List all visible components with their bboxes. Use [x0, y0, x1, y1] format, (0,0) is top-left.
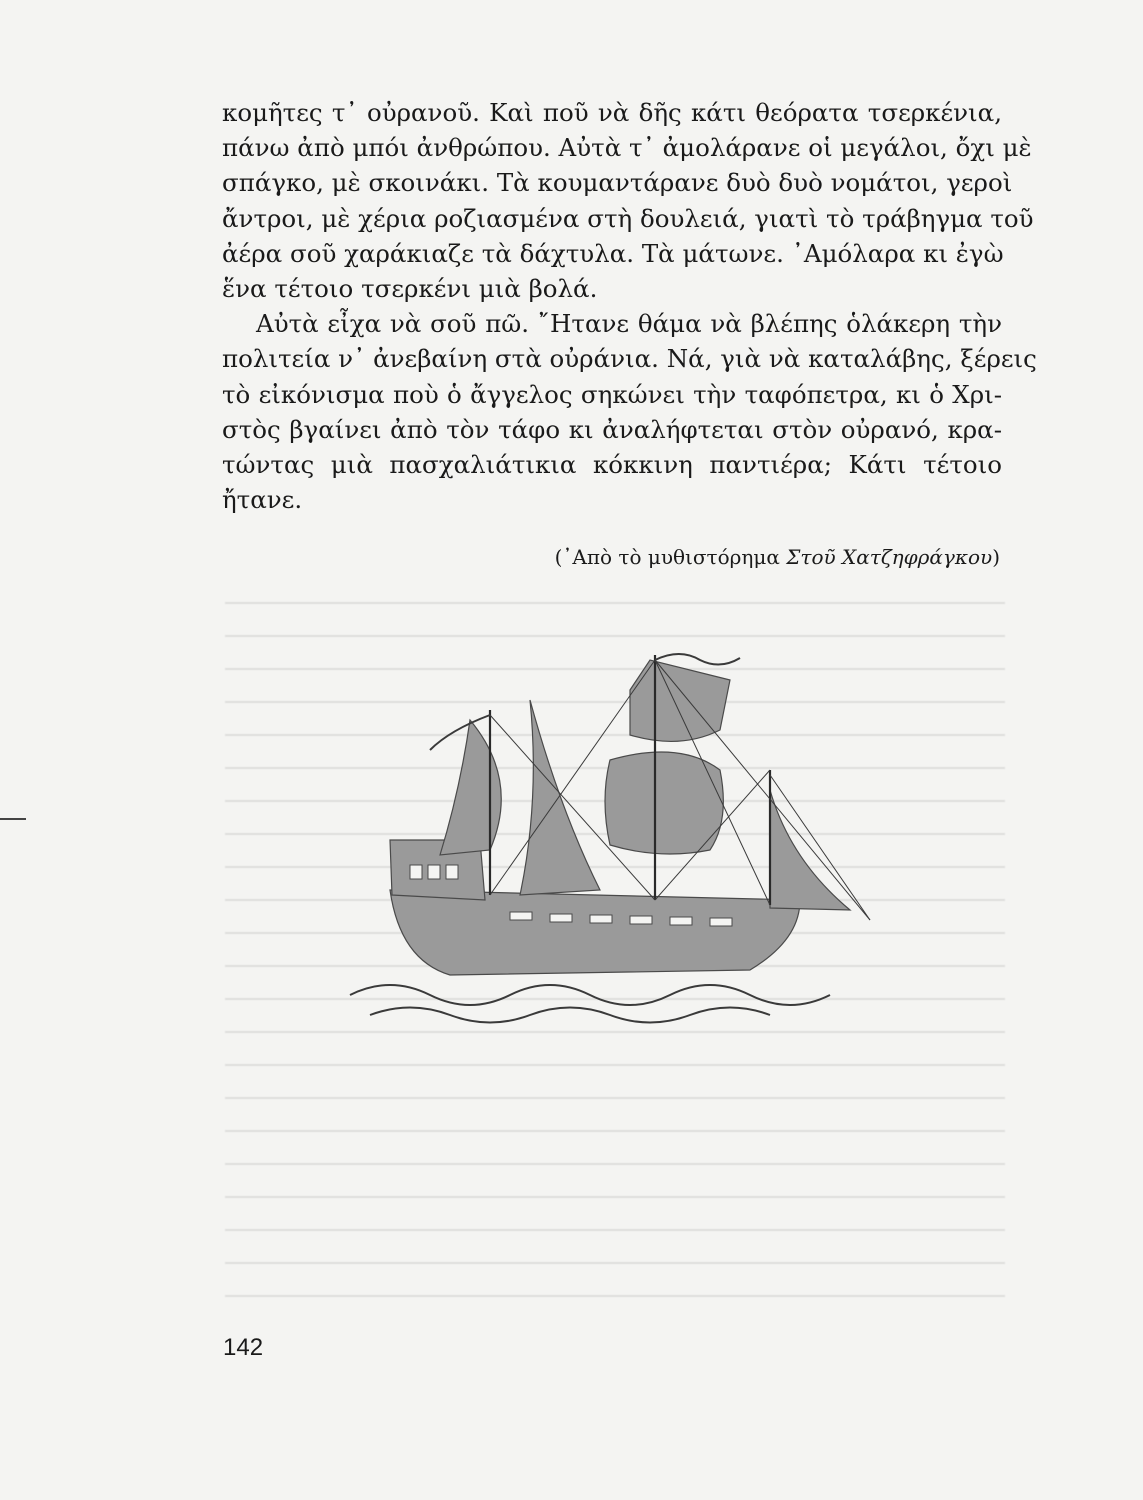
- text-line: πολιτεία ν᾽ ἀνεβαίνη στὰ οὐράνια. Νά, γιὰ νὰ καταλάβης, ξέρεις: [222, 344, 1037, 374]
- text-line: τὸ εἰκόνισμα ποὺ ὁ ἄγγελος σηκώνει τὴν ταφόπετρα, κι ὁ Χρι-: [222, 379, 1002, 409]
- page-number: 142: [223, 1334, 264, 1361]
- text-line: κομῆτες τ᾽ οὐρανοῦ. Καὶ ποῦ νὰ δῆς κάτι θεόρατα τσερκένια,: [222, 98, 1002, 127]
- sailing-ship-icon: [330, 640, 890, 1040]
- source-suffix: ): [992, 545, 1000, 569]
- text-line: ἄντροι, μὲ χέρια ροζιασμένα στὴ δουλειά, γιατὶ τὸ τράβηγμα τοῦ: [222, 203, 1034, 233]
- text-line: στὸς βγαίνει ἀπὸ τὸν τάφο κι ἀναλήφτεται στὸν οὐρανό, κρα-: [222, 414, 1002, 444]
- text-line: πάνω ἀπὸ μπόι ἀνθρώπου. Αὐτὰ τ᾽ ἀμολάρανε οἱ μεγάλοι, ὄχι μὲ: [222, 133, 1032, 163]
- body-text: [222, 95, 1037, 517]
- text-line: ἕνα τέτοιο τσερκένι μιὰ βολά.: [222, 274, 598, 304]
- text-line: σπάγκο, μὲ σκοινάκι. Τὰ κουμαντάρανε δυὸ δυὸ νομάτοι, γεροὶ: [222, 168, 1013, 198]
- paragraph-2: [222, 306, 1037, 517]
- source-citation: [555, 545, 1000, 569]
- text-line: ἀέρα σοῦ χαράκιαζε τὰ δάχτυλα. Τὰ μάτωνε. ᾽Αμόλαρα κι ἐγὼ: [222, 238, 1004, 268]
- text-line: Αὐτὰ εἶχα νὰ σοῦ πῶ. ῎Ητανε θάμα νὰ βλέπης ὁλάκερη τὴν: [256, 309, 1002, 339]
- text-line: ἤτανε.: [222, 485, 303, 515]
- text-line: τώντας μιὰ πασχαλιάτικια κόκκινη παντιέρα; Κάτι τέτοιο: [222, 450, 1002, 480]
- source-prefix: (᾽Απὸ τὸ μυθιστόρημα: [554, 545, 787, 569]
- scan-edge-mark: [0, 818, 26, 820]
- paragraph-1: [222, 95, 1034, 306]
- source-title: Στοῦ Χατζηφράγκου: [786, 545, 993, 569]
